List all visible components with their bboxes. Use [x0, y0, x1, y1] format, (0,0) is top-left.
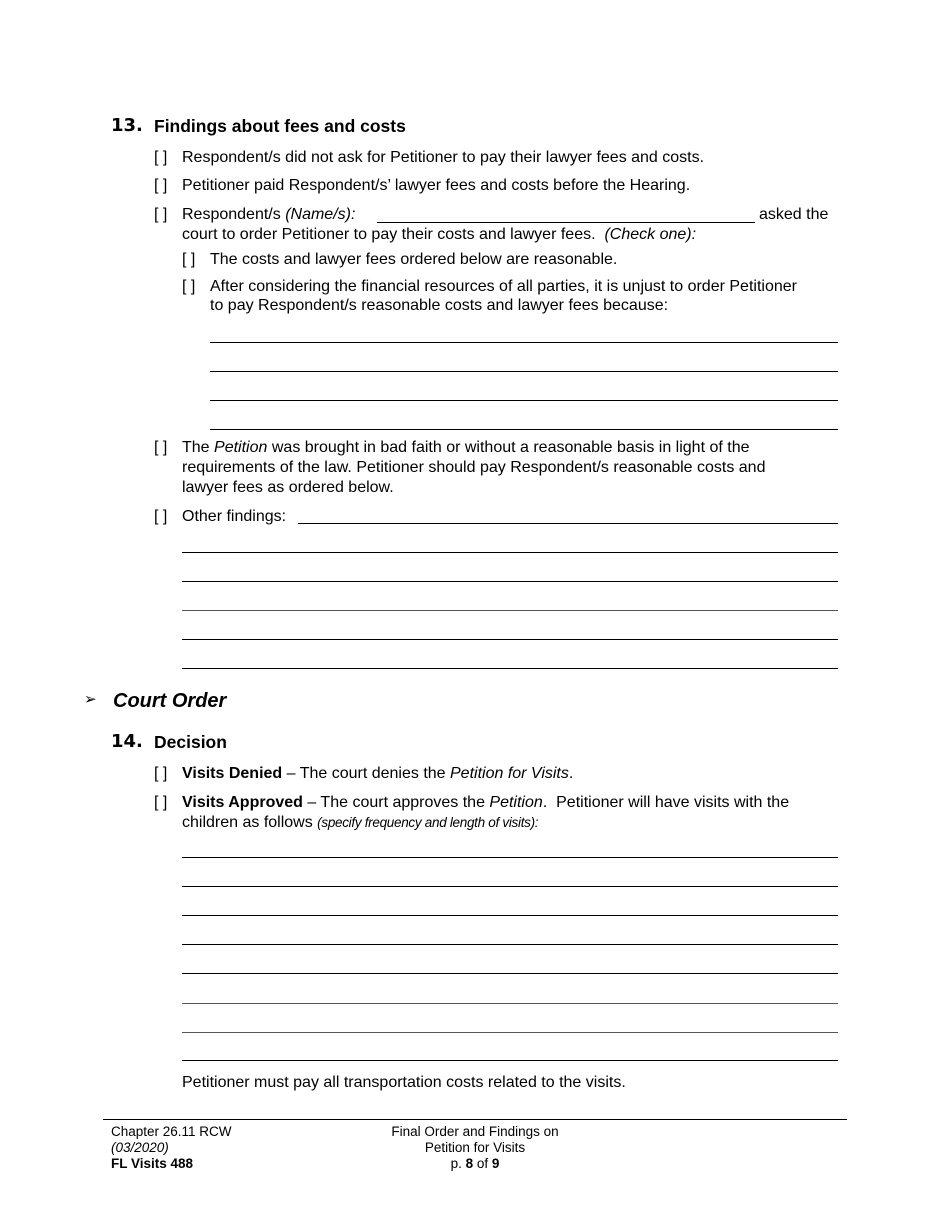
visits-denied-label: Visits Denied: [182, 765, 283, 782]
item-petitioner-paid: Petitioner paid Respondent/s’ lawyer fees and costs before the Hearing.: [182, 177, 691, 194]
petition-italic: Petition: [214, 439, 268, 456]
the-text: The: [182, 439, 210, 456]
court-to-order-text: court to order Petitioner to pay their costs and lawyer fees.: [182, 226, 596, 243]
respondent-names-field[interactable]: [377, 222, 755, 223]
footer-page-number: [375, 1156, 575, 1172]
item-visits-approved-line2: [182, 813, 538, 833]
other-findings-line-5[interactable]: [182, 668, 838, 669]
other-findings-line-0[interactable]: [298, 523, 838, 524]
unjust-reason-line-3[interactable]: [210, 400, 838, 401]
denied-end: .: [568, 765, 574, 782]
visits-line-1[interactable]: [182, 857, 838, 858]
item-fees-reasonable: The costs and lawyer fees ordered below are reasonable.: [210, 251, 618, 268]
page-total: 9: [491, 1156, 500, 1171]
approved-text: – The court approves the: [302, 794, 490, 811]
page-current: 8: [465, 1156, 474, 1171]
visits-line-4[interactable]: [182, 944, 838, 945]
denied-text: – The court denies the: [282, 765, 450, 782]
item-respondent-asked: [182, 205, 355, 225]
petition-for-visits-italic: Petition for Visits: [450, 765, 569, 782]
item-unjust-line2: to pay Respondent/s reasonable costs and lawyer fees because:: [210, 297, 669, 314]
footer-chapter: Chapter 26.11 RCW: [111, 1124, 232, 1139]
visits-line-6[interactable]: [182, 1003, 838, 1004]
court-order-heading: Court Order: [113, 690, 227, 712]
checkbox-petitioner-paid[interactable]: [ ]: [154, 177, 168, 194]
visits-line-2[interactable]: [182, 886, 838, 887]
court-order-arrow-icon: ➢: [84, 691, 97, 708]
footer-divider: [103, 1119, 847, 1120]
checkbox-respondent-asked[interactable]: [ ]: [154, 206, 168, 223]
footer-title-line2: Petition for Visits: [424, 1140, 526, 1155]
item-no-fee-request: Respondent/s did not ask for Petitioner to pay their lawyer fees and costs.: [182, 149, 705, 166]
visits-line-7[interactable]: [182, 1032, 838, 1033]
frequency-note: (specify frequency and length of visits):: [317, 815, 539, 830]
unjust-reason-line-2[interactable]: [210, 371, 838, 372]
other-findings-line-3[interactable]: [182, 610, 838, 611]
visits-line-5[interactable]: [182, 973, 838, 974]
names-label: (Name/s):: [285, 206, 356, 223]
footer-date: (03/2020): [111, 1140, 169, 1155]
checkbox-other-findings[interactable]: [ ]: [154, 508, 168, 525]
petition-italic-2: Petition: [489, 794, 543, 811]
unjust-reason-line-4[interactable]: [210, 429, 838, 430]
section-14-number: 14.: [111, 731, 143, 752]
item-visits-denied: [182, 764, 573, 784]
page-of: of: [473, 1156, 492, 1171]
checkbox-fees-reasonable[interactable]: [ ]: [182, 251, 196, 268]
asked-the-text: asked the: [759, 206, 829, 223]
footer-title-line1: Final Order and Findings on: [391, 1124, 559, 1139]
other-findings-line-2[interactable]: [182, 581, 838, 582]
other-findings-line-1[interactable]: [182, 552, 838, 553]
item-bad-faith-line3: lawyer fees as ordered below.: [182, 479, 394, 496]
page-prefix: p.: [450, 1156, 466, 1171]
visits-line-3[interactable]: [182, 915, 838, 916]
item-bad-faith-line2: requirements of the law. Petitioner should pay Respondent/s reasonable costs and: [182, 459, 766, 476]
item-respondent-asked-line2: [182, 225, 696, 245]
item-visits-approved-line1: [182, 793, 789, 813]
transportation-costs-text: Petitioner must pay all transportation costs related to the visits.: [182, 1074, 626, 1091]
check-one-note: (Check one):: [604, 226, 697, 243]
item-unjust-line1: After considering the financial resources of all parties, it is unjust to order Petitioner: [210, 278, 797, 295]
checkbox-no-fee-request[interactable]: [ ]: [154, 149, 168, 166]
respondent-prefix: Respondent/s: [182, 206, 281, 223]
visits-approved-label: Visits Approved: [182, 794, 303, 811]
checkbox-visits-approved[interactable]: [ ]: [154, 794, 168, 811]
checkbox-unjust[interactable]: [ ]: [182, 278, 196, 295]
section-13-number: 13.: [111, 115, 143, 136]
checkbox-visits-denied[interactable]: [ ]: [154, 765, 168, 782]
unjust-reason-line-1[interactable]: [210, 342, 838, 343]
children-as-follows: children as follows: [182, 814, 318, 831]
other-findings-line-4[interactable]: [182, 639, 838, 640]
checkbox-bad-faith[interactable]: [ ]: [154, 439, 168, 456]
section-14-title: Decision: [154, 732, 227, 752]
section-13-title: Findings about fees and costs: [154, 116, 406, 136]
item-other-findings: Other findings:: [182, 508, 287, 525]
approved-rest: . Petitioner will have visits with the: [542, 794, 790, 811]
item-bad-faith-line1: [182, 438, 750, 458]
visits-line-8[interactable]: [182, 1060, 838, 1061]
footer-form-number: FL Visits 488: [111, 1156, 194, 1171]
bad-faith-text: was brought in bad faith or without a reasonable basis in light of the: [271, 439, 750, 456]
